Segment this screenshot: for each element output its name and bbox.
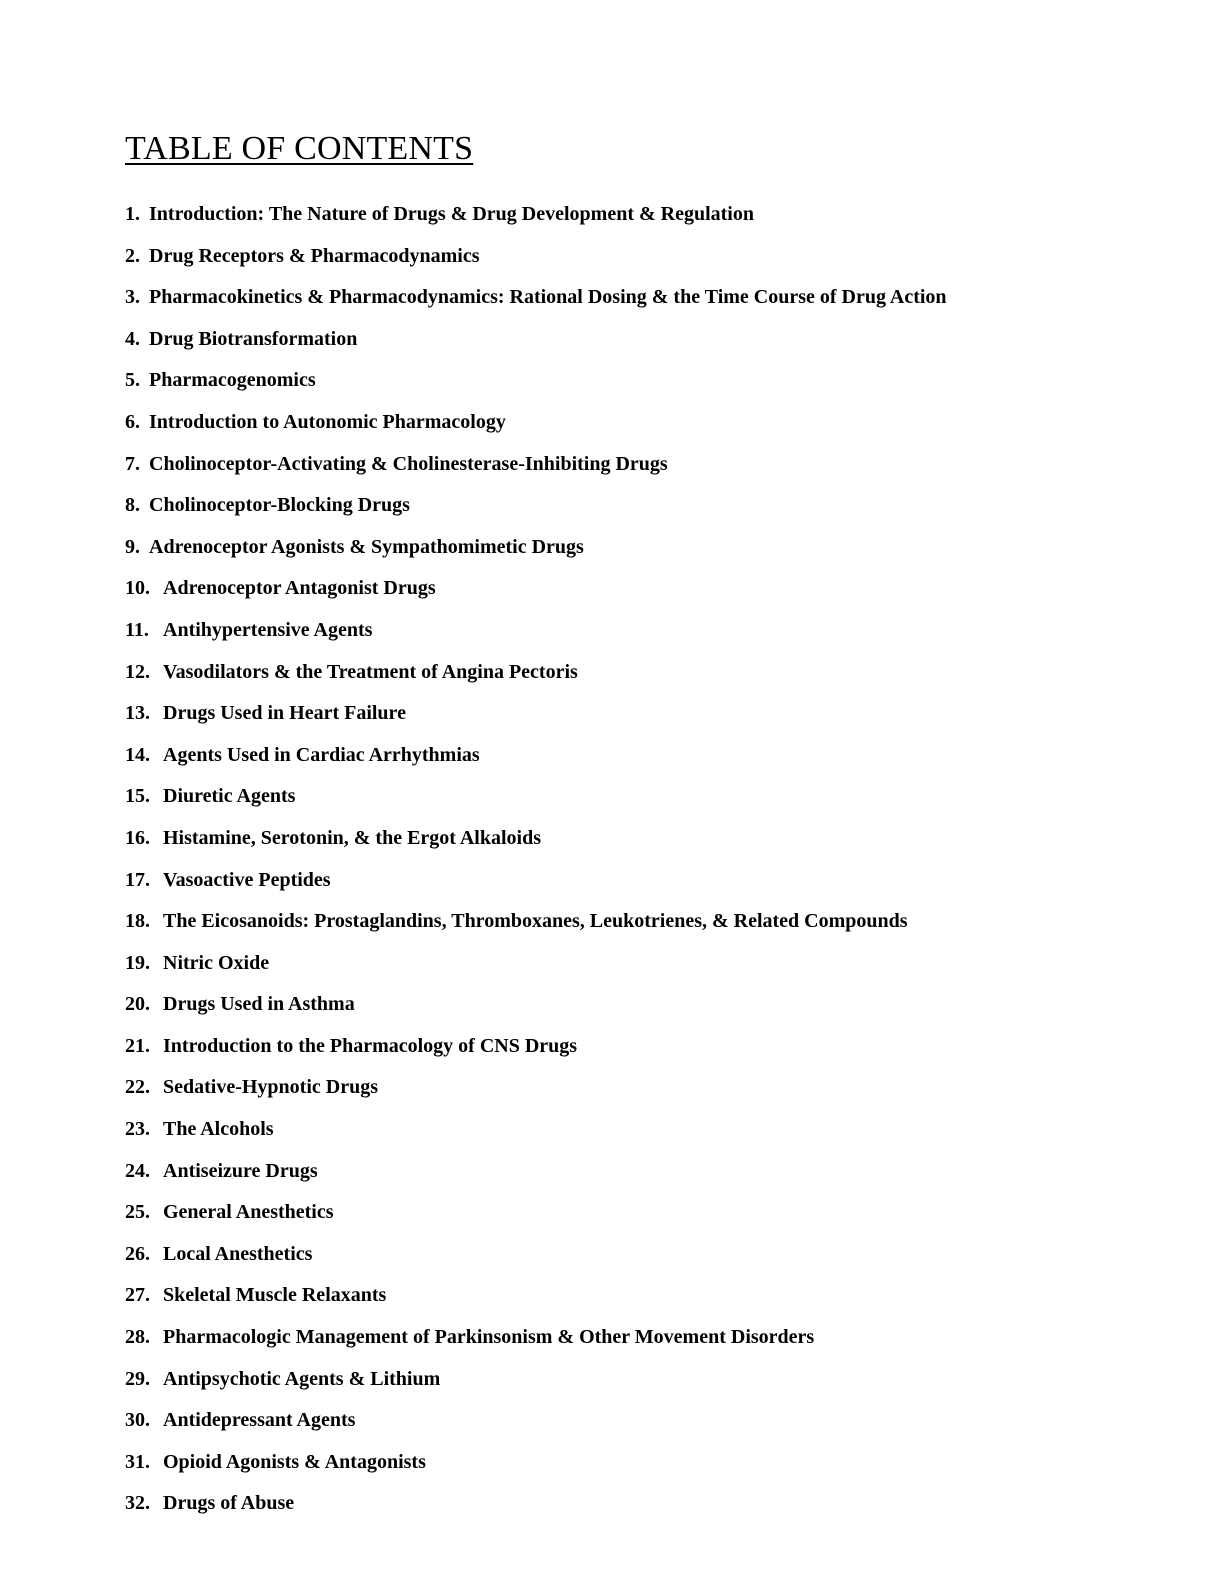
toc-entry-number: 27. bbox=[125, 1284, 150, 1307]
toc-entry-number: 21. bbox=[125, 1034, 150, 1057]
toc-entry-number: 16. bbox=[125, 826, 150, 849]
toc-entry-title: Nitric Oxide bbox=[163, 951, 270, 974]
toc-entry bbox=[125, 949, 947, 991]
toc-entry-title: Vasoactive Peptides bbox=[163, 868, 331, 891]
toc-entry bbox=[125, 408, 947, 450]
toc-entry bbox=[125, 1323, 947, 1365]
toc-entry bbox=[125, 491, 947, 533]
page-title: TABLE OF CONTENTS bbox=[125, 130, 474, 167]
toc-entry bbox=[125, 1157, 947, 1199]
toc-entry-number: 5. bbox=[125, 369, 140, 392]
toc-entry bbox=[125, 325, 947, 367]
toc-entry-number: 1. bbox=[125, 203, 140, 225]
toc-entry-title: Drug Biotransformation bbox=[149, 327, 358, 350]
toc-entry bbox=[125, 866, 947, 908]
toc-entry bbox=[125, 283, 947, 325]
toc-entry bbox=[125, 450, 947, 492]
toc-entry bbox=[125, 533, 947, 575]
toc-entry-title: Cholinoceptor-Blocking Drugs bbox=[149, 494, 410, 517]
toc-entry bbox=[125, 907, 947, 949]
toc-entry bbox=[125, 1406, 947, 1448]
toc-entry bbox=[125, 658, 947, 700]
toc-entry-title: Vasodilators & the Treatment of Angina Pectoris bbox=[163, 660, 578, 683]
toc-entry-number: 23. bbox=[125, 1118, 150, 1141]
toc-entry-title: Pharmacologic Management of Parkinsonism & Other Movement Disorders bbox=[163, 1326, 815, 1349]
toc-entry-number: 31. bbox=[125, 1450, 150, 1473]
toc-entry-number: 18. bbox=[125, 910, 150, 933]
toc-entry-title: Antidepressant Agents bbox=[163, 1409, 356, 1432]
toc-entry-number: 9. bbox=[125, 535, 140, 558]
toc-entry bbox=[125, 1240, 947, 1282]
toc-entry bbox=[125, 1489, 947, 1531]
toc-entry-title: Antiseizure Drugs bbox=[163, 1159, 318, 1182]
toc-entry bbox=[125, 200, 947, 242]
toc-entry-number: 3. bbox=[125, 286, 140, 309]
toc-entry bbox=[125, 824, 947, 866]
toc-entry-number: 8. bbox=[125, 494, 140, 517]
toc-entry bbox=[125, 242, 947, 284]
toc-entry bbox=[125, 1073, 947, 1115]
toc-entry-title: Local Anesthetics bbox=[163, 1242, 313, 1265]
toc-entry bbox=[125, 1365, 947, 1407]
toc-entry bbox=[125, 1115, 947, 1157]
toc-entry-title: Agents Used in Cardiac Arrhythmias bbox=[163, 743, 480, 766]
toc-entry-title: Sedative-Hypnotic Drugs bbox=[163, 1076, 378, 1099]
toc-entry-title: General Anesthetics bbox=[163, 1201, 334, 1224]
toc-entry bbox=[125, 1032, 947, 1074]
toc-entry-title: Introduction: The Nature of Drugs & Drug Development & Regulation bbox=[149, 203, 754, 225]
toc-entry-title: The Alcohols bbox=[163, 1118, 274, 1141]
toc-entry bbox=[125, 574, 947, 616]
toc-entry-number: 6. bbox=[125, 410, 140, 433]
toc-entry-title: Adrenoceptor Antagonist Drugs bbox=[163, 577, 436, 600]
toc-entry bbox=[125, 741, 947, 783]
toc-entry-number: 2. bbox=[125, 244, 140, 267]
toc-entry-title: Diuretic Agents bbox=[163, 785, 296, 808]
toc-entry-number: 10. bbox=[125, 577, 150, 600]
toc-entry-number: 14. bbox=[125, 743, 150, 766]
toc-entry-title: Cholinoceptor-Activating & Cholinesterase-Inhibiting Drugs bbox=[149, 452, 668, 475]
toc-entry-number: 29. bbox=[125, 1367, 150, 1390]
toc-entry bbox=[125, 782, 947, 824]
toc-entry-number: 4. bbox=[125, 327, 140, 350]
toc-entry bbox=[125, 1448, 947, 1490]
toc-entry-title: Antipsychotic Agents & Lithium bbox=[163, 1367, 441, 1390]
toc-entry-title: Adrenoceptor Agonists & Sympathomimetic Drugs bbox=[149, 535, 584, 558]
toc-entry-title: Antihypertensive Agents bbox=[163, 618, 373, 641]
toc-entry-number: 22. bbox=[125, 1076, 150, 1099]
toc-entry bbox=[125, 990, 947, 1032]
toc-entry-number: 19. bbox=[125, 951, 150, 974]
toc-entry-number: 32. bbox=[125, 1492, 150, 1515]
toc-entry-title: Introduction to the Pharmacology of CNS Drugs bbox=[163, 1034, 578, 1057]
toc-entry bbox=[125, 616, 947, 658]
toc-entry-number: 15. bbox=[125, 785, 150, 808]
toc-entry-number: 25. bbox=[125, 1201, 150, 1224]
toc-list bbox=[125, 200, 947, 1531]
toc-entry-number: 17. bbox=[125, 868, 150, 891]
toc-entry-number: 12. bbox=[125, 660, 150, 683]
toc-entry-number: 30. bbox=[125, 1409, 150, 1432]
toc-entry-title: Pharmacokinetics & Pharmacodynamics: Rational Dosing & the Time Course of Drug Action bbox=[149, 286, 947, 309]
toc-entry-number: 11. bbox=[125, 618, 149, 641]
toc-entry-title: Pharmacogenomics bbox=[149, 369, 316, 392]
toc-entry-title: Introduction to Autonomic Pharmacology bbox=[149, 410, 506, 433]
toc-entry bbox=[125, 699, 947, 741]
toc-entry-number: 24. bbox=[125, 1159, 150, 1182]
toc-entry-title: The Eicosanoids: Prostaglandins, Thromboxanes, Leukotrienes, & Related Compounds bbox=[163, 910, 908, 933]
toc-entry-number: 20. bbox=[125, 993, 150, 1016]
toc-entry-title: Skeletal Muscle Relaxants bbox=[163, 1284, 387, 1307]
toc-entry bbox=[125, 366, 947, 408]
toc-entry-title: Drugs of Abuse bbox=[163, 1492, 295, 1515]
toc-entry bbox=[125, 1198, 947, 1240]
toc-entry-number: 13. bbox=[125, 702, 150, 725]
toc-entry-number: 26. bbox=[125, 1242, 150, 1265]
toc-entry bbox=[125, 1281, 947, 1323]
toc-entry-title: Drugs Used in Asthma bbox=[163, 993, 355, 1016]
toc-entry-title: Drugs Used in Heart Failure bbox=[163, 702, 406, 725]
toc-entry-title: Opioid Agonists & Antagonists bbox=[163, 1450, 426, 1473]
toc-entry-number: 28. bbox=[125, 1326, 150, 1349]
toc-entry-number: 7. bbox=[125, 452, 140, 475]
toc-entry-title: Drug Receptors & Pharmacodynamics bbox=[149, 244, 480, 267]
toc-entry-title: Histamine, Serotonin, & the Ergot Alkaloids bbox=[163, 826, 541, 849]
